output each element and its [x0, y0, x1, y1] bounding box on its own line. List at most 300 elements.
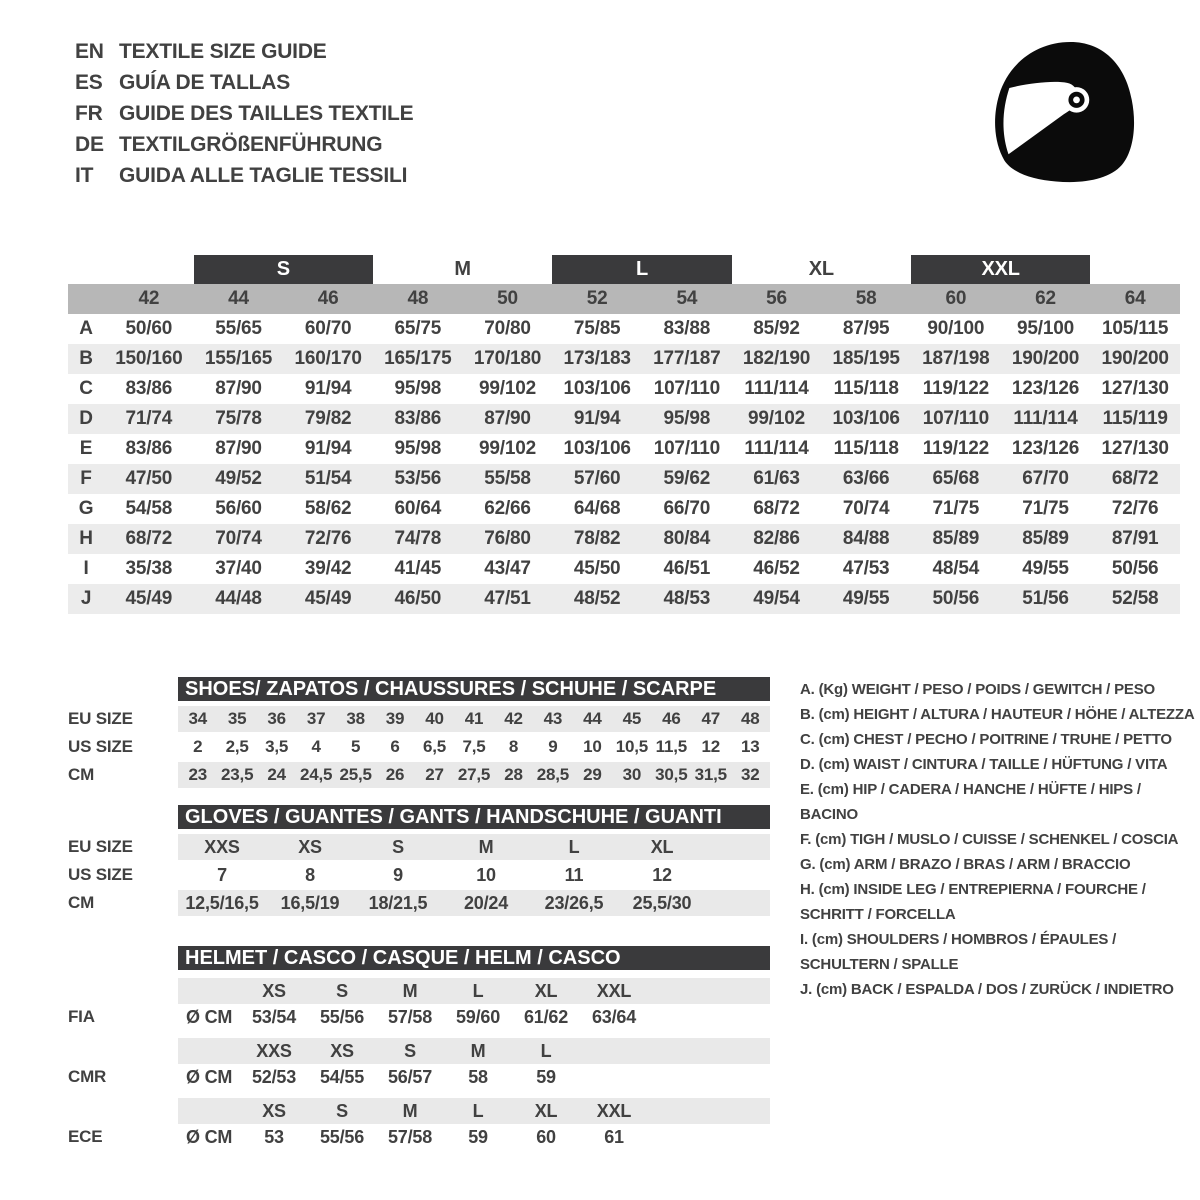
- size-value: 53/56: [394, 468, 442, 489]
- helmet-value: 61: [604, 1126, 624, 1147]
- size-value: 160/170: [294, 348, 362, 369]
- size-column-58: 58: [855, 288, 877, 309]
- value: S: [392, 836, 404, 857]
- helmet-value: 58: [468, 1066, 488, 1087]
- helmet-size-table: [68, 946, 770, 1150]
- size-value: 55/65: [215, 318, 262, 339]
- size-value: 87/90: [484, 408, 531, 429]
- size-value: 47/50: [125, 468, 173, 489]
- language-row-fr: [75, 98, 413, 129]
- size-value: 49/54: [753, 588, 800, 609]
- value: XXS: [204, 836, 240, 857]
- size-value: 65/68: [932, 468, 980, 489]
- value: 9: [393, 864, 403, 885]
- size-value: 85/92: [753, 318, 800, 339]
- size-value: 107/110: [653, 438, 720, 459]
- size-value: 76/80: [484, 528, 531, 549]
- helmet-value: 59: [468, 1126, 488, 1147]
- helmet-size: L: [472, 980, 484, 1001]
- value: 18/21,5: [368, 892, 428, 913]
- size-value: 115/118: [833, 438, 899, 459]
- size-value: 95/98: [394, 378, 442, 399]
- value: 24,5: [299, 765, 333, 784]
- size-value: 75/85: [573, 318, 621, 339]
- legend-text: WAIST / CINTURA / TAILLE / HÜFTUNG / VITA: [853, 756, 1168, 773]
- size-value: 99/102: [479, 378, 536, 399]
- standard-label-fia: FIA: [68, 1007, 95, 1026]
- size-value: 119/122: [922, 438, 989, 459]
- size-value: 61/63: [753, 468, 800, 489]
- helmet-size: M: [402, 980, 418, 1001]
- value: 31,5: [694, 765, 727, 784]
- size-value: 68/72: [753, 498, 800, 519]
- size-value: 78/82: [573, 528, 621, 549]
- size-value: 70/74: [842, 498, 890, 519]
- size-value: 91/94: [573, 408, 621, 429]
- measure-row-a: [68, 314, 1180, 344]
- measure-row-e: [68, 434, 1180, 464]
- helmet-sizes-row-cmr: [178, 1038, 770, 1064]
- size-value: 52/58: [1111, 588, 1159, 609]
- row-label: H: [79, 528, 93, 549]
- value: XS: [298, 836, 322, 857]
- legend-item-d: [800, 752, 1200, 777]
- size-value: 50/56: [932, 588, 980, 609]
- value: 9: [548, 737, 558, 756]
- helmet-size: XXS: [256, 1040, 292, 1061]
- size-value: 103/106: [832, 408, 900, 429]
- legend-unit: (cm): [819, 856, 854, 873]
- size-column-64: 64: [1124, 288, 1146, 309]
- legend-item-g: [800, 852, 1200, 877]
- label-spacer: [68, 1098, 178, 1124]
- size-value: 111/114: [744, 438, 809, 459]
- legend-key: D.: [800, 756, 819, 773]
- legend-item-a: [800, 677, 1200, 702]
- diameter-label: Ø CM: [186, 1066, 233, 1087]
- helmet-value: 56/57: [387, 1066, 433, 1087]
- size-value: 82/86: [753, 528, 800, 549]
- value: 42: [504, 709, 523, 728]
- size-value: 55/58: [484, 468, 531, 489]
- standard-label-ece: ECE: [68, 1127, 103, 1146]
- standard-label-cmr: CMR: [68, 1067, 107, 1086]
- value: 7,5: [462, 737, 486, 756]
- value: 41: [464, 709, 484, 728]
- size-value: 115/119: [1102, 408, 1168, 429]
- value: L: [568, 836, 580, 857]
- size-value: 155/165: [204, 348, 273, 369]
- value: 23,5: [221, 765, 254, 784]
- size-value: 56/60: [215, 498, 262, 519]
- size-column-60: 60: [945, 288, 967, 309]
- helmet-size: XS: [330, 1040, 354, 1061]
- gloves-size-table: [68, 805, 770, 916]
- shoes-row-values-cm: [178, 762, 770, 788]
- value: 25,5/30: [632, 892, 692, 913]
- gloves-row-values-us-size: [178, 862, 770, 888]
- language-code: DE: [75, 132, 104, 156]
- value: 34: [188, 709, 207, 728]
- value: 39: [385, 709, 405, 728]
- size-column-52: 52: [586, 288, 608, 309]
- helmet-size: L: [472, 1100, 484, 1121]
- size-value: 127/130: [1101, 438, 1169, 459]
- value: 46: [662, 709, 681, 728]
- helmet-size: S: [336, 1100, 348, 1121]
- language-row-it: [75, 160, 413, 191]
- value: 8: [508, 737, 519, 756]
- value: 16,5/19: [280, 892, 340, 913]
- label-spacer: [68, 978, 178, 1004]
- shoes-row-values-us-size: [178, 734, 770, 760]
- value: 40: [425, 709, 444, 728]
- row-label: D: [79, 408, 93, 429]
- size-value: 57/60: [573, 468, 621, 489]
- legend-key: J.: [800, 981, 817, 998]
- legend-unit: (Kg): [818, 681, 852, 698]
- measure-row-c: [68, 374, 1180, 404]
- size-value: 51/56: [1022, 588, 1069, 609]
- size-value: 35/38: [125, 558, 173, 579]
- row-label-us-size: US SIZE: [68, 737, 133, 756]
- legend-text: WEIGHT / PESO / POIDS / GEWITCH / PESO: [851, 681, 1156, 698]
- helmet-values-row-fia: [178, 1004, 770, 1030]
- size-value: 70/74: [215, 528, 262, 549]
- row-label: J: [80, 588, 92, 609]
- value: 2,5: [225, 737, 249, 756]
- legend-key: B.: [800, 706, 819, 723]
- helmet-value: 52/53: [251, 1066, 297, 1087]
- helmet-value: 53/54: [251, 1006, 297, 1027]
- value: 38: [346, 709, 365, 728]
- legend-unit: (cm): [811, 931, 847, 948]
- value: 32: [741, 765, 760, 784]
- value: 25,5: [339, 765, 372, 784]
- legend-text: CHEST / PECHO / POITRINE / TRUHE / PETTO: [853, 731, 1172, 748]
- shoes-size-table: [68, 677, 770, 788]
- size-value: 58/62: [304, 498, 352, 519]
- helmet-value: 55/56: [319, 1006, 365, 1027]
- size-value: 47/53: [842, 558, 890, 579]
- size-column-44: 44: [228, 288, 249, 309]
- value: XL: [650, 836, 674, 857]
- language-title: TEXTILE SIZE GUIDE: [119, 39, 327, 63]
- helmet-size: XXL: [596, 1100, 632, 1121]
- value: 2: [193, 737, 203, 756]
- measure-row-h: [68, 524, 1180, 554]
- helmet-value: 59: [536, 1066, 556, 1087]
- clothing-size-table: [68, 255, 1180, 614]
- helmet-size: XS: [262, 980, 286, 1001]
- legend-item-b: [800, 702, 1200, 727]
- value: 27: [425, 765, 444, 784]
- size-value: 50/56: [1111, 558, 1159, 579]
- measure-row-j: [68, 584, 1180, 614]
- size-group-xl: XL: [808, 258, 834, 280]
- value: 10: [476, 864, 496, 885]
- row-label: F: [80, 468, 92, 489]
- value: 37: [306, 709, 326, 728]
- language-code: EN: [75, 39, 104, 63]
- size-value: 63/66: [842, 468, 890, 489]
- value: 12: [701, 737, 721, 756]
- legend-key: G.: [800, 856, 820, 873]
- legend-item-e: [800, 777, 1200, 827]
- helmet-value: 57/58: [387, 1006, 433, 1027]
- size-column-62: 62: [1035, 288, 1056, 309]
- size-value: 85/89: [1022, 528, 1069, 549]
- size-value: 87/91: [1111, 528, 1159, 549]
- value: 10,5: [615, 737, 648, 756]
- size-value: 127/130: [1101, 378, 1169, 399]
- value: 30: [622, 765, 642, 784]
- legend-unit: (cm): [818, 756, 854, 773]
- size-value: 49/52: [215, 468, 262, 489]
- size-value: 170/180: [473, 348, 542, 369]
- value: 48: [741, 709, 760, 728]
- language-code: ES: [75, 70, 103, 94]
- size-number-row: [68, 284, 1180, 314]
- size-value: 123/126: [1011, 378, 1080, 399]
- size-group-s: S: [194, 255, 373, 284]
- legend-text: SHOULDERS / HOMBROS / ÉPAULES / SCHULTERN / SPALLE: [800, 931, 1117, 973]
- value: 29: [583, 765, 602, 784]
- size-value: 54/58: [125, 498, 173, 519]
- value: 13: [741, 737, 760, 756]
- helmet-size: XL: [534, 1100, 558, 1121]
- value: 23: [188, 765, 207, 784]
- size-value: 64/68: [573, 498, 621, 519]
- gloves-title: GLOVES / GUANTES / GANTS / HANDSCHUHE / GUANTI: [178, 805, 770, 829]
- legend-item-j: [800, 977, 1200, 1002]
- legend-key: H.: [800, 881, 819, 898]
- value: 20/24: [463, 892, 509, 913]
- measure-row-g: [68, 494, 1180, 524]
- size-value: 46/50: [394, 588, 442, 609]
- size-value: 74/78: [394, 528, 442, 549]
- size-value: 182/190: [742, 348, 811, 369]
- helmet-value: 61/62: [523, 1006, 569, 1027]
- size-value: 83/86: [394, 408, 442, 429]
- size-value: 44/48: [215, 588, 262, 609]
- row-label: E: [79, 438, 93, 459]
- value: M: [478, 836, 494, 857]
- size-value: 45/50: [573, 558, 621, 579]
- value: 4: [311, 737, 321, 756]
- diameter-label: Ø CM: [186, 1006, 233, 1027]
- helmet-title: HELMET / CASCO / CASQUE / HELM / CASCO: [178, 946, 770, 970]
- size-value: 91/94: [304, 438, 352, 459]
- helmet-size: M: [402, 1100, 418, 1121]
- size-group-xxl: XXL: [911, 255, 1090, 284]
- value: 12: [652, 864, 672, 885]
- size-value: 105/115: [1102, 318, 1169, 339]
- size-column-46: 46: [317, 288, 339, 309]
- legend-item-f: [800, 827, 1200, 852]
- helmet-value: 54/55: [319, 1066, 365, 1087]
- legend-key: F.: [800, 831, 816, 848]
- size-value: 51/54: [304, 468, 352, 489]
- size-value: 60/70: [304, 318, 352, 339]
- legend-key: C.: [800, 731, 819, 748]
- measure-row-b: [68, 344, 1180, 374]
- size-value: 70/80: [484, 318, 531, 339]
- row-label: G: [78, 498, 94, 519]
- row-label: A: [79, 318, 93, 339]
- size-value: 72/76: [1111, 498, 1159, 519]
- row-label: B: [79, 348, 93, 369]
- size-value: 111/114: [744, 378, 809, 399]
- language-title: GUIDE DES TAILLES TEXTILE: [119, 101, 414, 125]
- helmet-value: 55/56: [319, 1126, 365, 1147]
- legend-item-c: [800, 727, 1200, 752]
- label-spacer: [68, 1038, 178, 1064]
- size-value: 103/106: [563, 378, 631, 399]
- size-value: 103/106: [563, 438, 631, 459]
- size-value: 65/75: [394, 318, 442, 339]
- helmet-size: S: [336, 980, 348, 1001]
- size-value: 48/52: [573, 588, 621, 609]
- size-value: 173/183: [563, 348, 631, 369]
- value: 8: [305, 864, 315, 885]
- size-value: 46/52: [753, 558, 800, 579]
- value: 5: [350, 737, 361, 756]
- language-row-es: [75, 67, 413, 98]
- language-row-en: [75, 36, 413, 67]
- size-value: 107/110: [653, 378, 720, 399]
- value: 30,5: [655, 765, 688, 784]
- size-column-48: 48: [407, 288, 429, 309]
- legend-text: HEIGHT / ALTURA / HAUTEUR / HÖHE / ALTEZZA: [853, 706, 1195, 723]
- language-list: [75, 36, 413, 191]
- measure-row-i: [68, 554, 1180, 584]
- size-value: 99/102: [479, 438, 536, 459]
- size-value: 60/64: [394, 498, 442, 519]
- value: 36: [267, 709, 286, 728]
- size-value: 90/100: [927, 318, 985, 339]
- size-column-56: 56: [766, 288, 787, 309]
- size-value: 95/98: [663, 408, 711, 429]
- value: 12,5/16,5: [185, 892, 259, 913]
- helmet-size: XL: [534, 980, 558, 1001]
- value: 44: [583, 709, 602, 728]
- legend-unit: (cm): [818, 731, 854, 748]
- language-title: TEXTILGRÖßENFÜHRUNG: [119, 132, 383, 156]
- value: 45: [622, 709, 642, 728]
- legend-key: A.: [800, 681, 819, 698]
- legend-unit: (cm): [818, 881, 854, 898]
- row-label: C: [79, 378, 93, 399]
- value: 24: [267, 765, 286, 784]
- racing-helmet-icon: [983, 34, 1153, 198]
- size-value: 123/126: [1011, 438, 1080, 459]
- value: 6,5: [423, 737, 447, 756]
- size-value: 75/78: [215, 408, 262, 429]
- size-value: 68/72: [125, 528, 173, 549]
- value: 47: [701, 709, 721, 728]
- size-value: 190/200: [1101, 348, 1169, 369]
- measure-row-d: [68, 404, 1180, 434]
- legend-key: E.: [800, 781, 818, 798]
- size-value: 46/51: [663, 558, 711, 579]
- legend-unit: (cm): [818, 706, 854, 723]
- visor-pivot-center: [1073, 96, 1080, 103]
- legend-text: ARM / BRAZO / BRAS / ARM / BRACCIO: [853, 856, 1131, 873]
- size-value: 50/60: [125, 318, 173, 339]
- size-value: 49/55: [842, 588, 890, 609]
- size-value: 150/160: [115, 348, 183, 369]
- shoes-title: SHOES/ ZAPATOS / CHAUSSURES / SCHUHE / SCARPE: [178, 677, 770, 701]
- size-value: 119/122: [922, 378, 989, 399]
- helmet-value: 53: [264, 1126, 284, 1147]
- size-column-42: 42: [138, 288, 160, 309]
- legend-key: I.: [800, 931, 812, 948]
- helmet-value: 59/60: [455, 1006, 501, 1027]
- size-value: 185/195: [832, 348, 900, 369]
- size-value: 67/70: [1022, 468, 1069, 489]
- row-label-cm: CM: [68, 893, 95, 912]
- size-value: 91/94: [304, 378, 352, 399]
- size-value: 47/51: [484, 588, 531, 609]
- gloves-row-values-eu-size: [178, 834, 770, 860]
- language-title: GUÍA DE TALLAS: [119, 70, 291, 94]
- size-value: 111/114: [1013, 408, 1078, 429]
- legend-unit: (cm): [816, 981, 851, 998]
- value: 43: [543, 709, 563, 728]
- size-value: 72/76: [304, 528, 352, 549]
- legend-item-i: [800, 927, 1200, 977]
- size-value: 71/75: [932, 498, 980, 519]
- measure-row-f: [68, 464, 1180, 494]
- value: 23/26,5: [544, 892, 604, 913]
- size-value: 95/100: [1017, 318, 1074, 339]
- row-label-eu-size: EU SIZE: [68, 709, 133, 728]
- size-value: 190/200: [1011, 348, 1080, 369]
- language-row-de: [75, 129, 413, 160]
- value: 27,5: [457, 765, 491, 784]
- helmet-size: M: [470, 1040, 486, 1061]
- legend-unit: (cm): [817, 781, 853, 798]
- language-title: GUIDA ALLE TAGLIE TESSILI: [119, 163, 408, 187]
- size-value: 79/82: [304, 408, 352, 429]
- gloves-row-values-cm: [178, 890, 770, 916]
- value: 3,5: [265, 737, 289, 756]
- legend-item-h: [800, 877, 1200, 927]
- size-value: 107/110: [922, 408, 989, 429]
- helmet-size: S: [404, 1040, 416, 1061]
- helmet-sizes-row-fia: [178, 978, 770, 1004]
- size-group-l: L: [552, 255, 731, 284]
- size-value: 41/45: [394, 558, 442, 579]
- helmet-value: 60: [536, 1126, 556, 1147]
- shoes-row-values-eu-size: [178, 706, 770, 732]
- size-value: 59/62: [663, 468, 711, 489]
- size-value: 83/88: [663, 318, 711, 339]
- size-value: 39/42: [304, 558, 352, 579]
- size-value: 165/175: [384, 348, 452, 369]
- row-label: I: [83, 558, 89, 579]
- helmet-size: XXL: [596, 980, 632, 1001]
- row-label-eu-size: EU SIZE: [68, 837, 133, 856]
- size-value: 71/74: [125, 408, 173, 429]
- legend-text: INSIDE LEG / ENTREPIERNA / FOURCHE / SCHRITT / FORCELLA: [800, 881, 1146, 923]
- size-value: 71/75: [1022, 498, 1069, 519]
- helmet-values-row-cmr: [178, 1064, 770, 1090]
- language-code: FR: [75, 101, 103, 125]
- size-value: 80/84: [663, 528, 711, 549]
- size-value: 43/47: [484, 558, 531, 579]
